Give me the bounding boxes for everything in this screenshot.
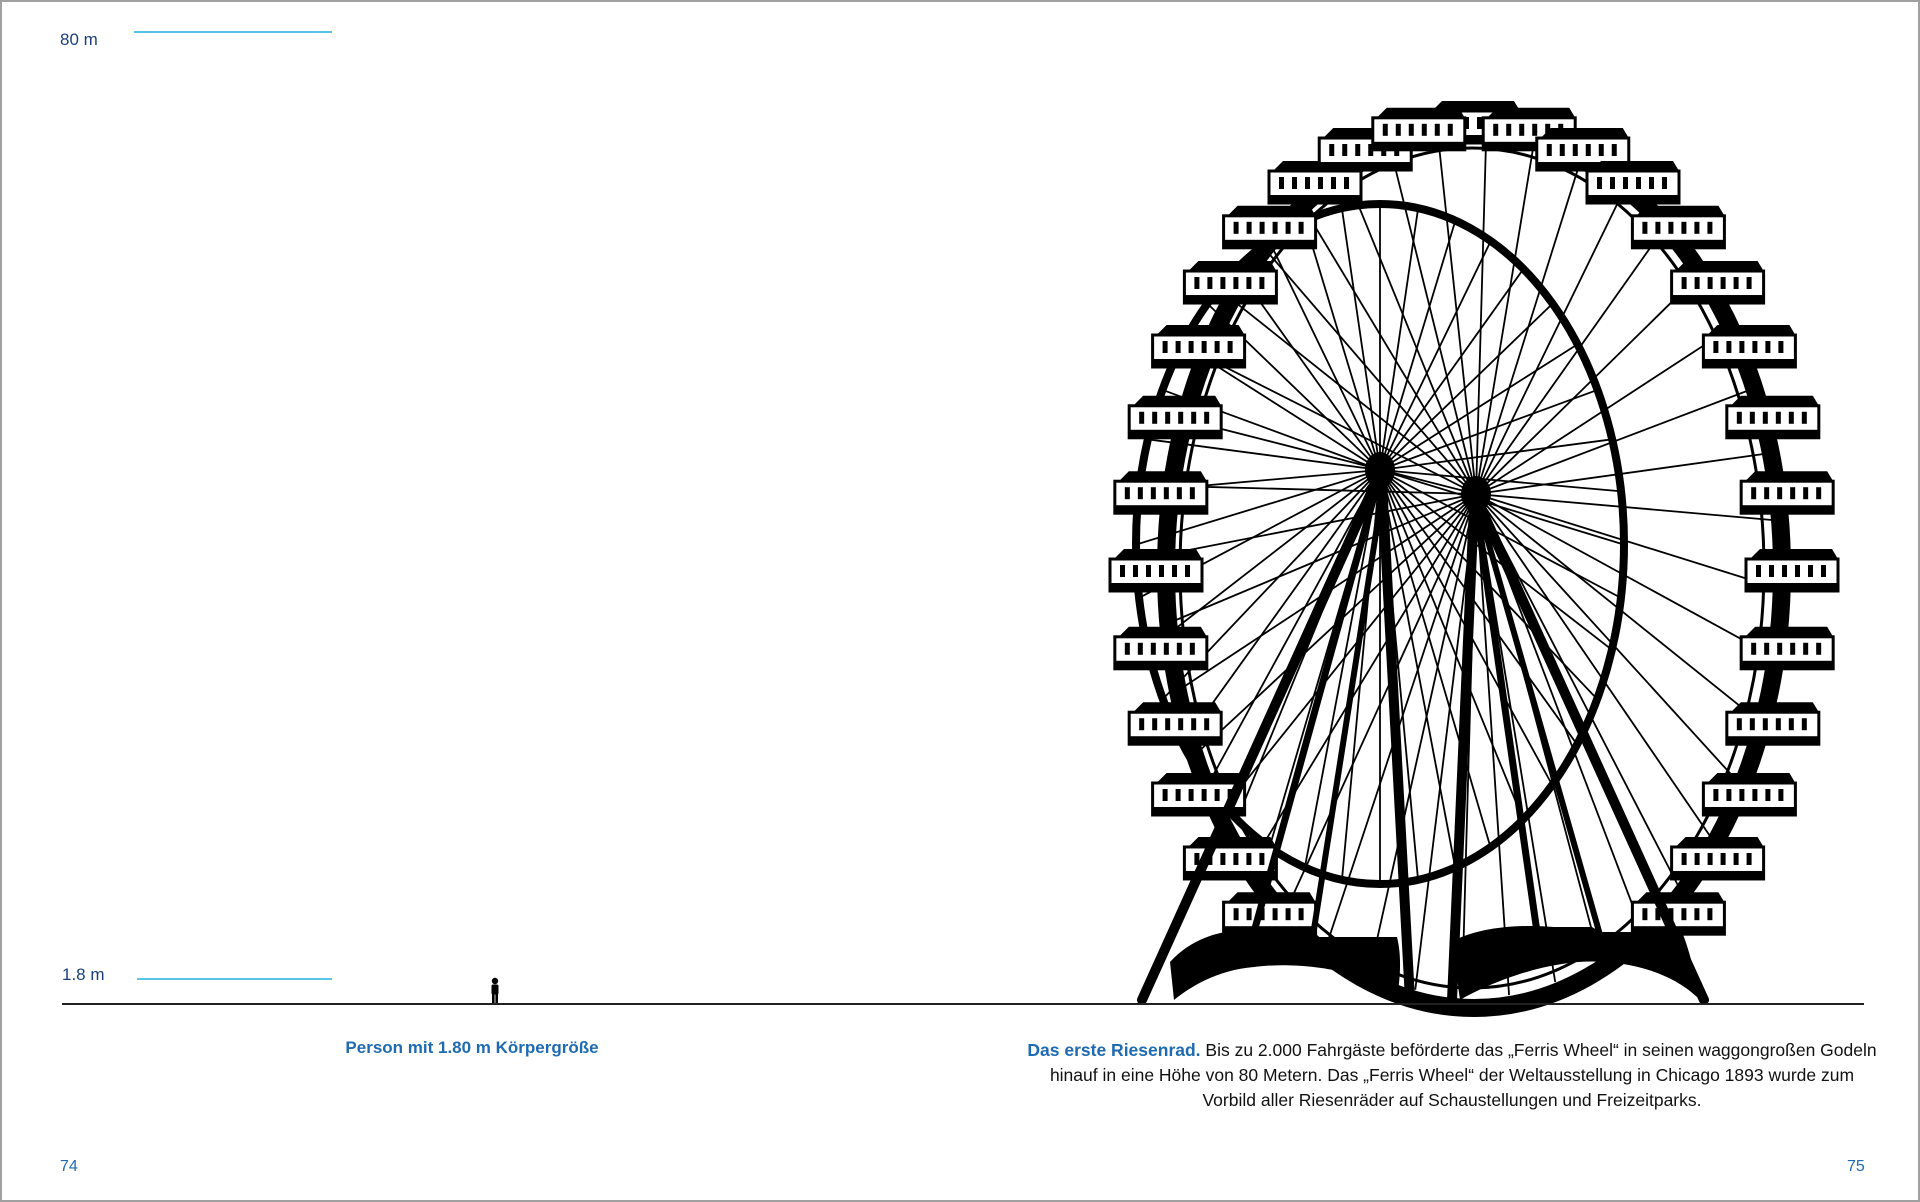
gondola: [1373, 108, 1465, 150]
spoke-front: [1349, 181, 1476, 494]
gondola: [1632, 892, 1724, 934]
gondola: [1115, 471, 1207, 513]
person-caption: Person mit 1.80 m Körpergröße: [345, 1038, 599, 1057]
wheel-caption: [1022, 1038, 1882, 1113]
spoke-front: [1476, 494, 1709, 835]
spoke-back: [1305, 470, 1380, 865]
page-number-left: 74: [60, 1158, 78, 1175]
gondola: [1115, 627, 1207, 669]
gondola: [1587, 161, 1679, 203]
spoke-front: [1180, 486, 1476, 494]
gondola: [1672, 837, 1764, 879]
wheel-caption-body: Bis zu 2.000 Fahrgäste beförderte das „Ferris Wheel“ in seinen waggongroßen Godeln hinauf in eine Höhe von 80 Metern. Das „Ferris Wheel“ der Weltausstellung in Chicago 1893 wurde zum Vorbild aller Riesenräder auf Schaustellungen und Freizeitparks.: [1049, 1040, 1877, 1110]
gondola: [1129, 396, 1221, 438]
gondola: [1224, 206, 1316, 248]
gondola: [1741, 627, 1833, 669]
gondola: [1153, 325, 1245, 367]
person-silhouette-icon: [492, 978, 499, 1003]
gondola: [1632, 206, 1724, 248]
gondola: [1672, 261, 1764, 303]
gondola: [1703, 325, 1795, 367]
gondola: [1129, 702, 1221, 744]
spoke-front: [1239, 305, 1476, 494]
spoke-front: [1476, 234, 1660, 494]
wheel-caption-lead: Das erste Riesenrad.: [1027, 1040, 1201, 1060]
scale-top-label: 80 m: [60, 30, 98, 49]
gondola: [1746, 549, 1838, 591]
gondola: [1703, 773, 1795, 815]
gondola: [1184, 261, 1276, 303]
ferris-wheel-illustration: [2, 2, 1918, 1200]
gondola: [1110, 549, 1202, 591]
page-number-right: 75: [1847, 1158, 1865, 1175]
ferris-wheel-base-arches: [1170, 926, 1697, 1000]
ground-line: [62, 1003, 1864, 1005]
gondola: [1727, 396, 1819, 438]
gondola: [1224, 892, 1316, 934]
gondola: [1727, 702, 1819, 744]
gondola: [1741, 471, 1833, 513]
scale-bottom-label: 1.8 m: [62, 965, 105, 984]
